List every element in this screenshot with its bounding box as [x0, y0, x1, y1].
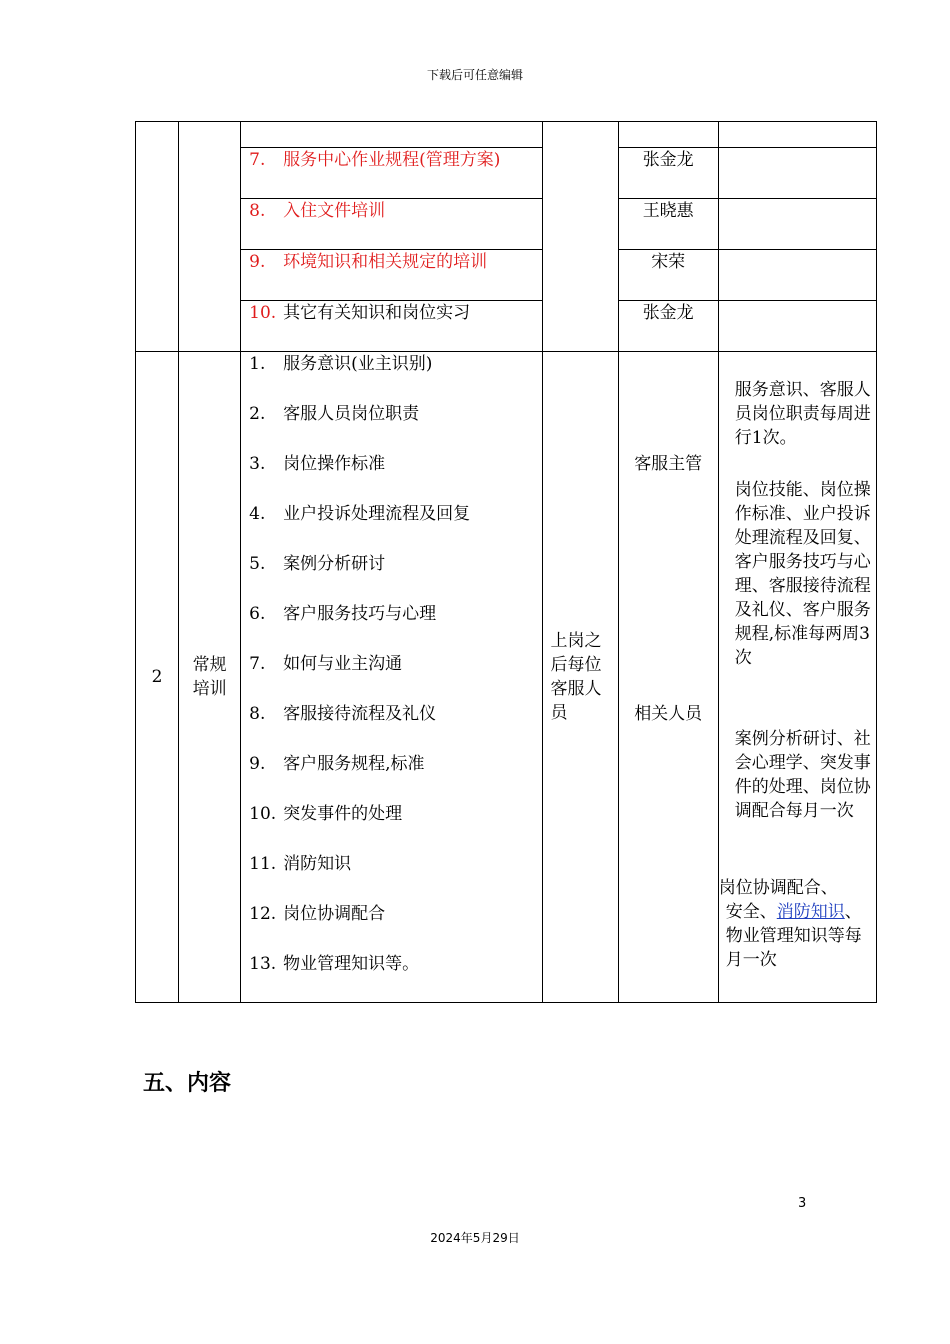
page-number: 3: [798, 1196, 807, 1211]
table-row: [136, 199, 877, 250]
trainer-cell: [618, 122, 718, 148]
item-text: 服务中心作业规程(管理方案): [283, 150, 501, 170]
note-cell: [718, 250, 876, 301]
table-row: [136, 250, 877, 301]
item-number: 8.: [249, 201, 266, 221]
section-title: 五、内容: [143, 1071, 232, 1096]
item-number: 7.: [249, 150, 266, 170]
index-cell-2: 2: [136, 352, 179, 1003]
list-item: 11. 消防知识: [249, 854, 352, 874]
item-text: 环境知识和相关规定的培训: [283, 252, 488, 272]
table-row: [136, 122, 877, 148]
table-row: [136, 352, 877, 1003]
item-text: 入住文件培训: [283, 201, 386, 221]
item-number: 9.: [249, 252, 266, 272]
item-number: 10.: [249, 303, 277, 323]
list-item: 12. 岗位协调配合: [249, 904, 386, 924]
page-header: 下载后可任意编辑: [426, 68, 523, 82]
target-audience-cell: [542, 352, 618, 1003]
trainer-top: 客服主管: [634, 454, 703, 474]
trainer-name: 王晓惠: [618, 199, 718, 250]
note-cell: [718, 199, 876, 250]
training-table: [135, 121, 877, 1003]
list-item: 8. 客服接待流程及礼仪: [249, 704, 437, 724]
list-item: 9. 客户服务规程,标准: [249, 754, 425, 774]
fire-safety-link[interactable]: 消防知识: [776, 902, 845, 922]
list-item: [241, 301, 542, 352]
note-4-line: 岗位协调配合、: [718, 878, 838, 898]
note-3: 案例分析研讨、社会心理学、突发事件的处理、岗位协调配合每月一次: [734, 729, 871, 821]
list-item: 1. 服务意识(业主识别): [249, 354, 433, 374]
item-cell: [241, 122, 542, 148]
trainer-name: 张金龙: [618, 148, 718, 199]
note-2: 岗位技能、岗位操作标准、业户投诉处理流程及回复、客户服务技巧与心理、客服接待流程及礼仪、客户服务规程,标准每两周3次: [734, 480, 871, 668]
trainer-name: 宋荣: [618, 250, 718, 301]
note-cell: [718, 122, 876, 148]
list-item: 10. 突发事件的处理: [249, 804, 403, 824]
list-item: 3. 岗位操作标准: [249, 454, 386, 474]
target-audience: 上岗之后每位客服人员: [550, 631, 602, 723]
list-item: 4. 业户投诉处理流程及回复: [249, 504, 471, 524]
list-item: [241, 199, 542, 250]
trainer-name: 张金龙: [618, 301, 718, 352]
list-item: 7. 如何与业主沟通: [249, 654, 403, 674]
list-item: 2. 客服人员岗位职责: [249, 404, 420, 424]
note-4-body: 安全、消防知识、物业管理知识等每月一次: [725, 902, 862, 970]
page-footer-date: 2024年5月29日: [430, 1231, 520, 1245]
list-item: 5. 案例分析研讨: [249, 554, 386, 574]
list-item: [241, 250, 542, 301]
list-item: 13. 物业管理知识等。: [249, 954, 420, 974]
note-cell: [718, 148, 876, 199]
training-item-list: [241, 352, 542, 1003]
item-text: 其它有关知识和岗位实习: [283, 303, 471, 323]
category-cell-2: 常规培训: [179, 352, 241, 1003]
list-item: [241, 148, 542, 199]
note-cell: [718, 301, 876, 352]
table-row: [136, 301, 877, 352]
trainer-cell-2: [618, 352, 718, 1003]
index-cell-1: [136, 122, 179, 352]
frequency-notes-cell: [718, 352, 876, 1003]
table-row: [136, 148, 877, 199]
note-1: 服务意识、客服人员岗位职责每周进行1次。: [734, 380, 871, 448]
category-cell-1: [179, 122, 241, 352]
note-4: [719, 876, 869, 972]
trainer-bottom: 相关人员: [634, 704, 703, 724]
list-item: 6. 客户服务技巧与心理: [249, 604, 437, 624]
target-cell-1: [542, 122, 618, 352]
